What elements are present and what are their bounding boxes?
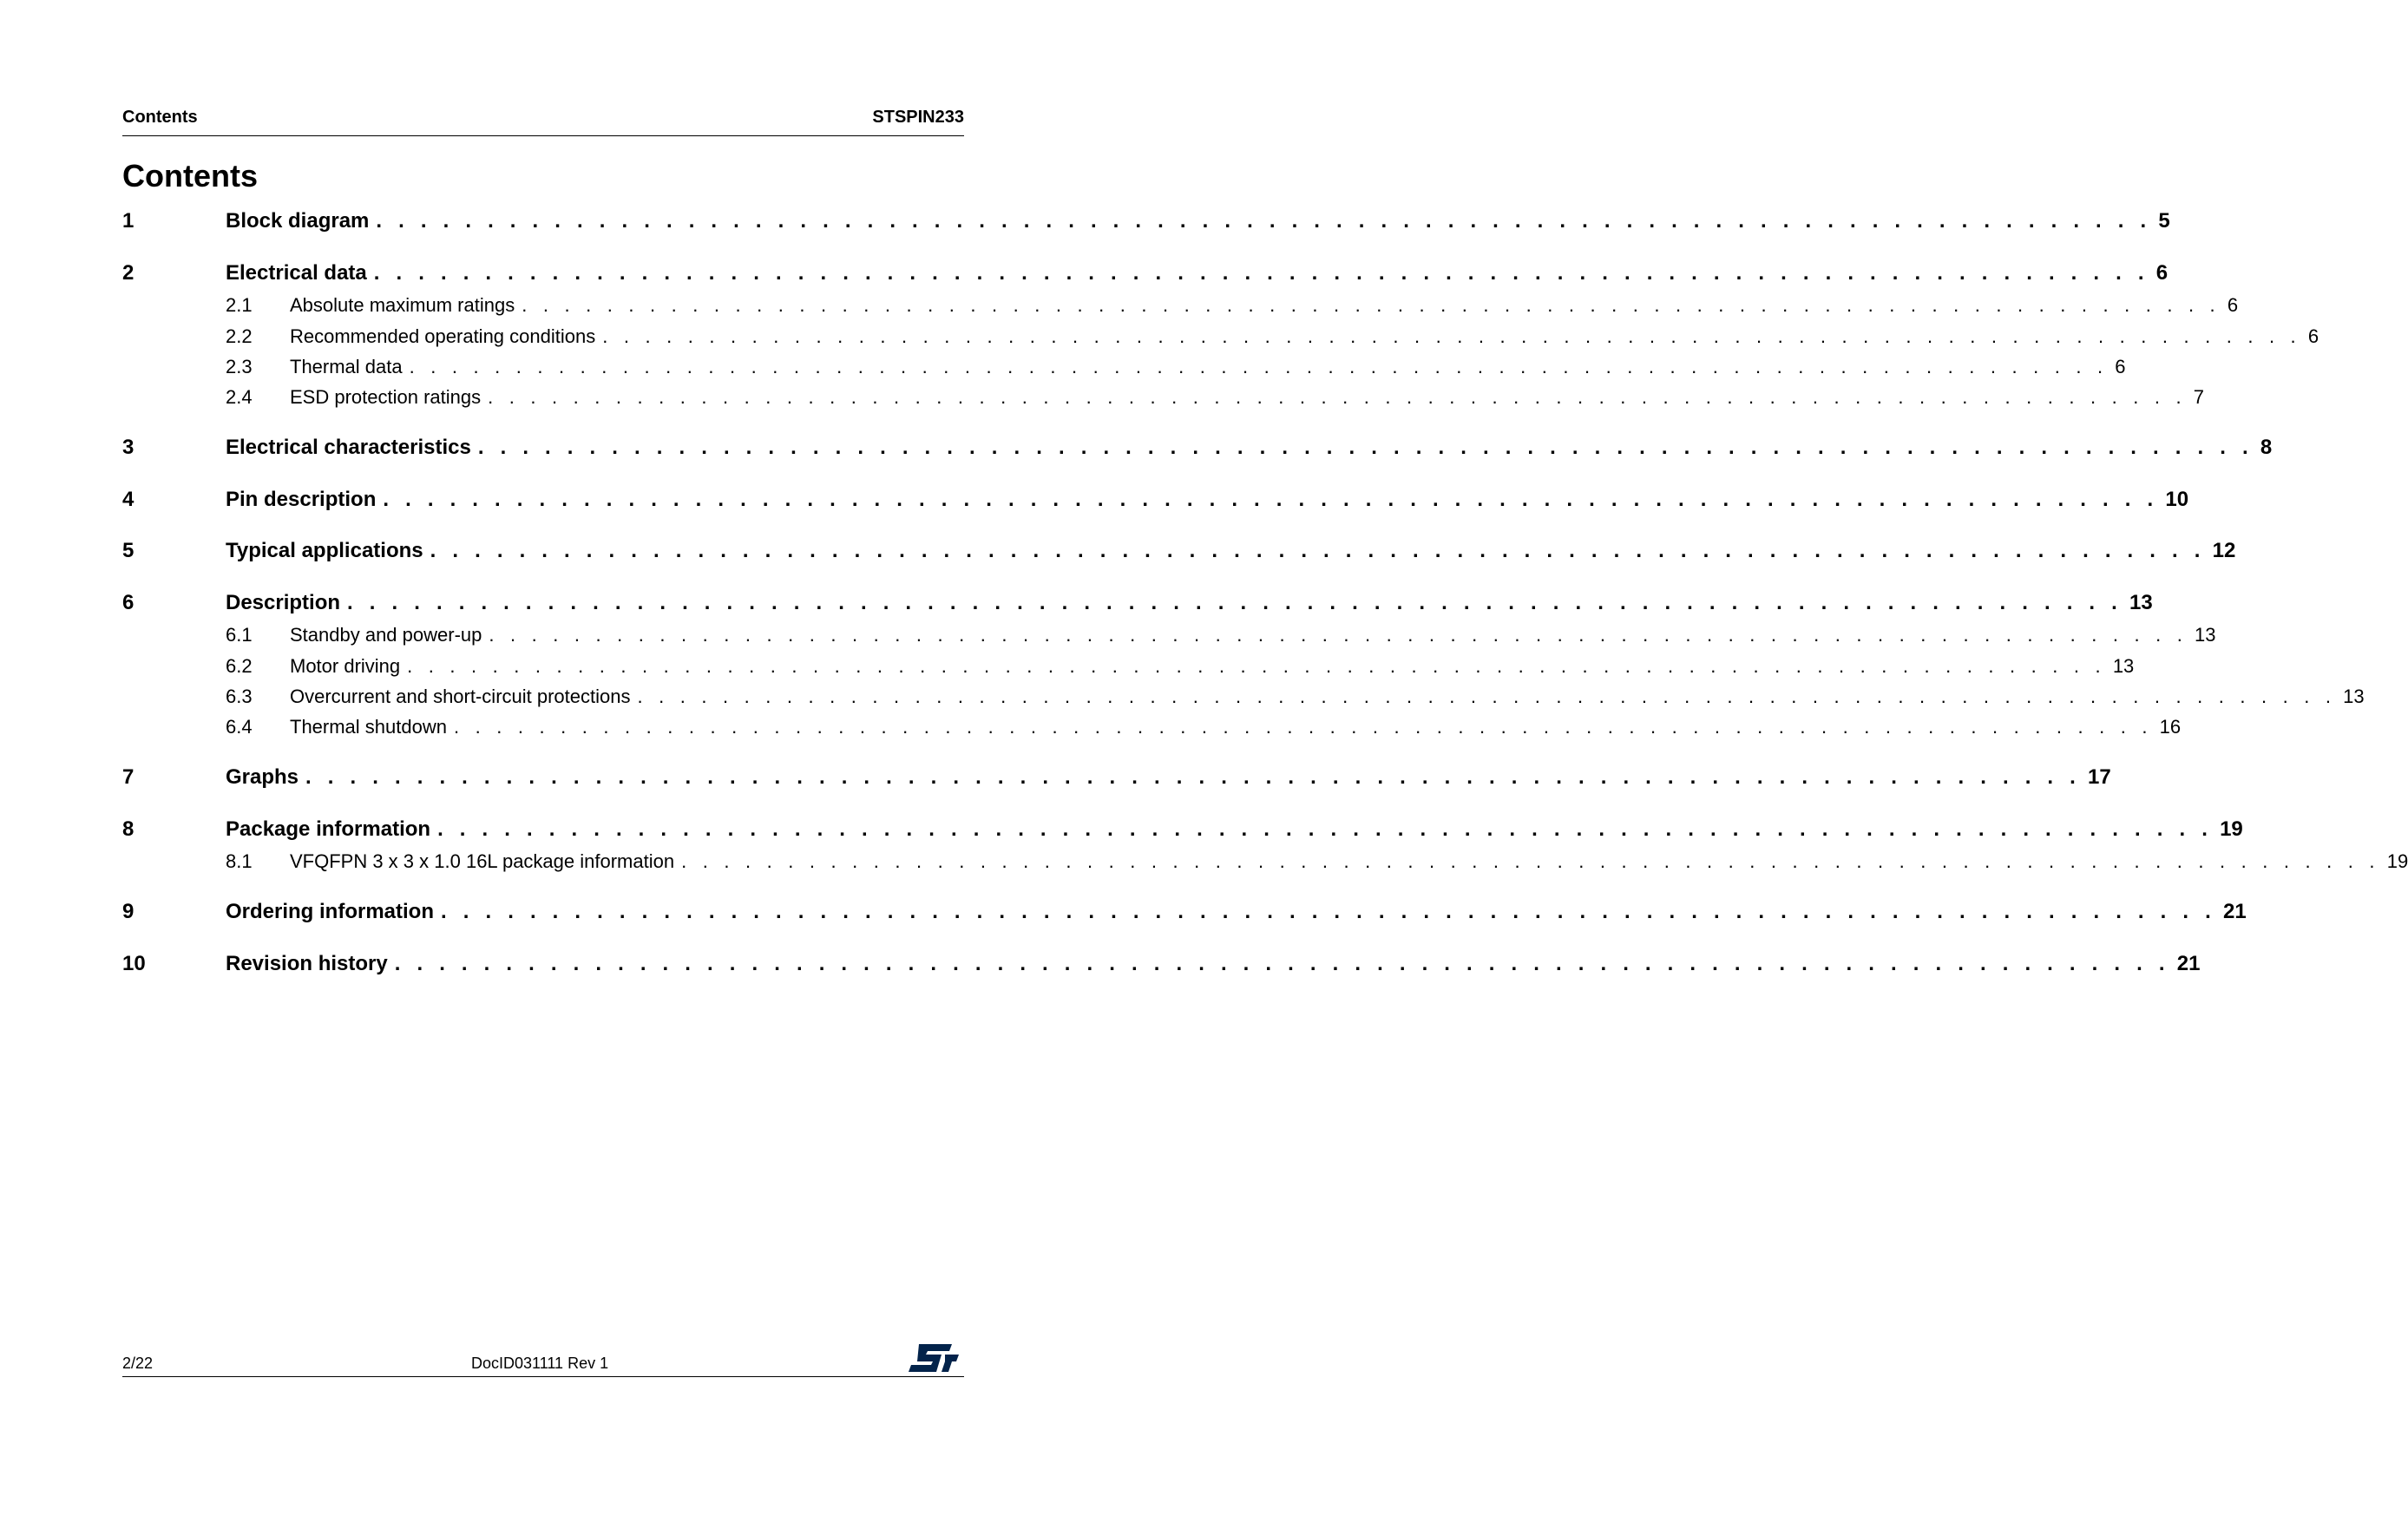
toc-entry-title[interactable]: Overcurrent and short-circuit protections bbox=[290, 686, 631, 707]
toc-entry-page[interactable]: 5 bbox=[2158, 209, 2170, 233]
toc-dot-leader: . . . . . . . . . . . . . . . . . . . . . . . . . . . . . . . . . . . . . . . . . . . . . . . . . . . . . . . . . . . . . . . . . . . . . . . . . . . . . . . . bbox=[394, 952, 2170, 975]
toc-entry-number: 2.2 bbox=[226, 325, 253, 347]
toc-chapter-entry[interactable] bbox=[122, 952, 2201, 976]
toc-entry-title[interactable]: Description bbox=[226, 591, 341, 614]
toc-entry-number: 6.2 bbox=[226, 655, 253, 677]
toc-entry-page[interactable]: 6 bbox=[2227, 294, 2239, 316]
toc-entry-title[interactable]: Thermal shutdown bbox=[290, 716, 447, 738]
toc-entry-title[interactable]: Electrical characteristics bbox=[226, 436, 471, 459]
toc-entry-number: 2.3 bbox=[226, 356, 253, 377]
toc-entry-title[interactable]: Electrical data bbox=[226, 261, 367, 285]
toc-entry-title[interactable]: Absolute maximum ratings bbox=[290, 294, 515, 316]
toc-section-entry[interactable] bbox=[122, 850, 2408, 873]
toc-dot-leader: . . . . . . . . . . . . . . . . . . . . . . . . . . . . . . . . . . . . . . . . . . . . . . . . . . . . . . . . . . . . . . . . . . . . . . . . . . . . . . . . bbox=[522, 294, 2221, 316]
toc-entry-page[interactable]: 10 bbox=[2165, 488, 2189, 511]
toc-entry-page[interactable]: 19 bbox=[2220, 817, 2243, 841]
st-logo-icon bbox=[907, 1342, 961, 1374]
toc-dot-leader: . . . . . . . . . . . . . . . . . . . . . . . . . . . . . . . . . . . . . . . . . . . . . . . . . . . . . . . . . . . . . . . . . . . . . . . . . . . . . . . . bbox=[489, 624, 2188, 646]
toc-entry-page[interactable]: 13 bbox=[2129, 591, 2153, 614]
toc-entry-page[interactable]: 6 bbox=[2155, 261, 2169, 285]
header-section-label: Contents bbox=[122, 108, 198, 127]
toc-entry-page[interactable]: 19 bbox=[2386, 850, 2408, 872]
toc-dot-leader: . . . . . . . . . . . . . . . . . . . . . . . . . . . . . . . . . . . . . . . . . . . . . . . . . . . . . . . . . . . . . . . . . . . . . . . . . . . . . . . . bbox=[347, 591, 2123, 614]
toc-entry-number: 5 bbox=[122, 539, 135, 562]
toc-entry-title[interactable]: Recommended operating conditions bbox=[290, 325, 596, 347]
toc-entry-page[interactable]: 8 bbox=[2260, 436, 2273, 459]
toc-entry-title[interactable]: Typical applications bbox=[226, 539, 423, 562]
page-title: Contents bbox=[122, 158, 258, 194]
toc-entry-title[interactable]: Thermal data bbox=[290, 356, 403, 377]
toc-section-entry[interactable] bbox=[122, 624, 2216, 646]
toc-chapter-entry[interactable] bbox=[122, 591, 2153, 615]
toc-chapter-entry[interactable] bbox=[122, 261, 2169, 285]
toc-entry-number: 1 bbox=[122, 209, 135, 233]
toc-entry-title[interactable]: Package information bbox=[226, 817, 431, 841]
toc-entry-page[interactable]: 6 bbox=[2307, 325, 2319, 347]
toc-chapter-entry[interactable] bbox=[122, 817, 2243, 842]
toc-entry-title[interactable]: Standby and power-up bbox=[290, 624, 482, 646]
toc-chapter-entry[interactable] bbox=[122, 488, 2189, 512]
toc-entry-title[interactable]: Graphs bbox=[226, 765, 299, 789]
toc-entry-number: 2.1 bbox=[226, 294, 253, 316]
toc-chapter-entry[interactable] bbox=[122, 436, 2273, 460]
toc-dot-leader: . . . . . . . . . . . . . . . . . . . . . . . . . . . . . . . . . . . . . . . . . . . . . . . . . . . . . . . . . . . . . . . . . . . . . . . . . . . . . . . . bbox=[602, 325, 2301, 347]
toc-dot-leader: . . . . . . . . . . . . . . . . . . . . . . . . . . . . . . . . . . . . . . . . . . . . . . . . . . . . . . . . . . . . . . . . . . . . . . . . . . . . . . . . bbox=[488, 386, 2187, 408]
toc-dot-leader: . . . . . . . . . . . . . . . . . . . . . . . . . . . . . . . . . . . . . . . . . . . . . . . . . . . . . . . . . . . . . . . . . . . . . . . . . . . . . . . . bbox=[637, 686, 2337, 707]
toc-entry-number: 6 bbox=[122, 591, 135, 614]
page-footer bbox=[122, 1336, 964, 1377]
toc-section-entry[interactable] bbox=[122, 325, 2319, 348]
toc-dot-leader: . . . . . . . . . . . . . . . . . . . . . . . . . . . . . . . . . . . . . . . . . . . . . . . . . . . . . . . . . . . . . . . . . . . . . . . . . . . . . . . . bbox=[376, 209, 2152, 233]
toc-entry-number: 2.4 bbox=[226, 386, 253, 408]
toc-entry-page[interactable]: 21 bbox=[2223, 900, 2247, 923]
toc-chapter-entry[interactable] bbox=[122, 765, 2111, 790]
toc-section-entry[interactable] bbox=[122, 294, 2239, 317]
toc-entry-number: 7 bbox=[122, 765, 135, 789]
page-header bbox=[122, 102, 964, 136]
toc-entry-number: 3 bbox=[122, 436, 135, 459]
toc-entry-title[interactable]: Ordering information bbox=[226, 900, 434, 923]
toc-dot-leader: . . . . . . . . . . . . . . . . . . . . . . . . . . . . . . . . . . . . . . . . . . . . . . . . . . . . . . . . . . . . . . . . . . . . . . . . . . . . . . . . bbox=[305, 765, 2082, 789]
toc-entry-number: 6.3 bbox=[226, 686, 253, 707]
toc-entry-number: 9 bbox=[122, 900, 135, 923]
toc-dot-leader: . . . . . . . . . . . . . . . . . . . . . . . . . . . . . . . . . . . . . . . . . . . . . . . . . . . . . . . . . . . . . . . . . . . . . . . . . . . . . . . . bbox=[373, 261, 2149, 285]
toc-entry-page[interactable]: 17 bbox=[2088, 765, 2111, 789]
toc-entry-page[interactable]: 7 bbox=[2193, 386, 2205, 408]
toc-chapter-entry[interactable] bbox=[122, 900, 2247, 924]
toc-entry-number: 4 bbox=[122, 488, 135, 511]
header-product-name: STSPIN233 bbox=[872, 108, 964, 127]
toc-dot-leader: . . . . . . . . . . . . . . . . . . . . . . . . . . . . . . . . . . . . . . . . . . . . . . . . . . . . . . . . . . . . . . . . . . . . . . . . . . . . . . . . bbox=[441, 900, 2217, 923]
toc-dot-leader: . . . . . . . . . . . . . . . . . . . . . . . . . . . . . . . . . . . . . . . . . . . . . . . . . . . . . . . . . . . . . . . . . . . . . . . . . . . . . . . . bbox=[383, 488, 2159, 511]
toc-section-entry[interactable] bbox=[122, 655, 2135, 678]
toc-entry-page[interactable]: 13 bbox=[2112, 655, 2135, 677]
toc-dot-leader: . . . . . . . . . . . . . . . . . . . . . . . . . . . . . . . . . . . . . . . . . . . . . . . . . . . . . . . . . . . . . . . . . . . . . . . . . . . . . . . . bbox=[453, 716, 2153, 738]
toc-entry-title[interactable]: ESD protection ratings bbox=[290, 386, 482, 408]
toc-entry-page[interactable]: 16 bbox=[2159, 716, 2182, 738]
toc-entry-number: 8 bbox=[122, 817, 135, 841]
toc-section-entry[interactable] bbox=[122, 686, 2365, 708]
toc-entry-number: 6.1 bbox=[226, 624, 253, 646]
toc-entry-number: 6.4 bbox=[226, 716, 253, 738]
toc-dot-leader: . . . . . . . . . . . . . . . . . . . . . . . . . . . . . . . . . . . . . . . . . . . . . . . . . . . . . . . . . . . . . . . . . . . . . . . . . . . . . . . . bbox=[477, 436, 2254, 459]
toc-entry-number: 2 bbox=[122, 261, 135, 285]
footer-doc-id: DocID031111 Rev 1 bbox=[471, 1355, 609, 1372]
toc-entry-page[interactable]: 13 bbox=[2195, 624, 2216, 646]
toc-section-entry[interactable] bbox=[122, 386, 2205, 409]
toc-dot-leader: . . . . . . . . . . . . . . . . . . . . . . . . . . . . . . . . . . . . . . . . . . . . . . . . . . . . . . . . . . . . . . . . . . . . . . . . . . . . . . . . bbox=[407, 655, 2106, 677]
toc-entry-number: 10 bbox=[122, 952, 146, 975]
toc-dot-leader: . . . . . . . . . . . . . . . . . . . . . . . . . . . . . . . . . . . . . . . . . . . . . . . . . . . . . . . . . . . . . . . . . . . . . . . . . . . . . . . . bbox=[430, 539, 2206, 562]
toc-dot-leader: . . . . . . . . . . . . . . . . . . . . . . . . . . . . . . . . . . . . . . . . . . . . . . . . . . . . . . . . . . . . . . . . . . . . . . . . . . . . . . . . bbox=[437, 817, 2214, 841]
toc-chapter-entry[interactable] bbox=[122, 209, 2170, 233]
toc-entry-number: 8.1 bbox=[226, 850, 253, 872]
toc-entry-page[interactable]: 12 bbox=[2212, 539, 2236, 562]
toc-entry-page[interactable]: 13 bbox=[2343, 686, 2365, 707]
toc-entry-title[interactable]: Pin description bbox=[226, 488, 377, 511]
toc-entry-title[interactable]: Block diagram bbox=[226, 209, 370, 233]
toc-section-entry[interactable] bbox=[122, 716, 2182, 738]
toc-dot-leader: . . . . . . . . . . . . . . . . . . . . . . . . . . . . . . . . . . . . . . . . . . . . . . . . . . . . . . . . . . . . . . . . . . . . . . . . . . . . . . . . bbox=[409, 356, 2109, 377]
toc-entry-page[interactable]: 6 bbox=[2115, 356, 2126, 377]
toc-entry-page[interactable]: 21 bbox=[2176, 952, 2201, 975]
toc-entry-title[interactable]: VFQFPN 3 x 3 x 1.0 16L package information bbox=[290, 850, 675, 872]
toc-entry-title[interactable]: Revision history bbox=[226, 952, 388, 975]
toc-entry-title[interactable]: Motor driving bbox=[290, 655, 401, 677]
footer-page-number: 2/22 bbox=[122, 1355, 154, 1372]
toc-chapter-entry[interactable] bbox=[122, 539, 2236, 563]
toc-dot-leader: . . . . . . . . . . . . . . . . . . . . . . . . . . . . . . . . . . . . . . . . . . . . . . . . . . . . . . . . . . . . . . . . . . . . . . . . . . . . . . . . bbox=[681, 850, 2380, 872]
toc-section-entry[interactable] bbox=[122, 356, 2126, 378]
